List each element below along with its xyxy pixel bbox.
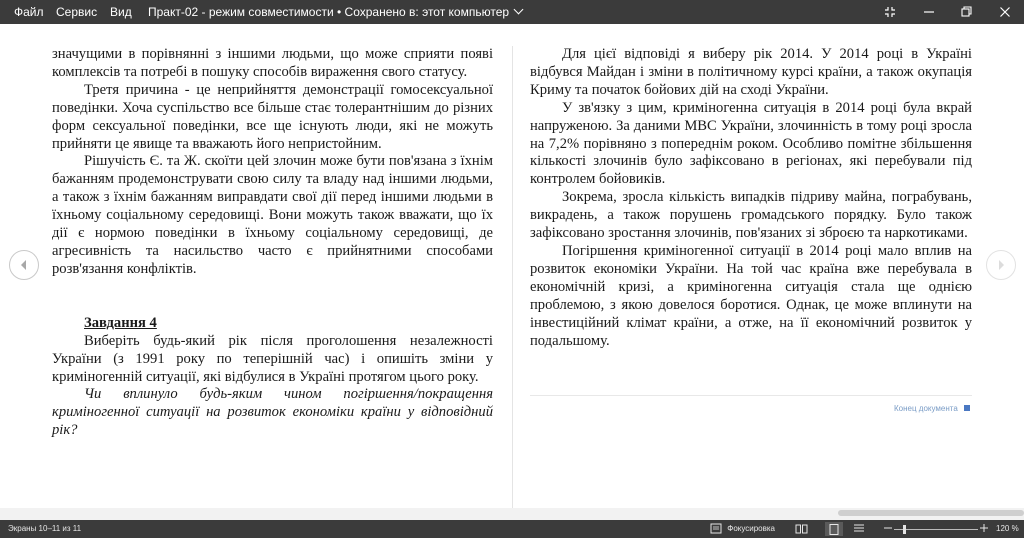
next-page-button[interactable] [986, 250, 1016, 280]
close-icon [999, 6, 1011, 18]
paragraph: Зокрема, зросла кількість випадків підриву майна, пограбувань, викрадень, а також порушень громадського порядку. Було також зафіксовано зростання злочинів, пов'язаних зі зброєю та наркотиками. [530, 189, 972, 242]
paragraph: Для цієї відповіді я виберу рік 2014. У 2014 році в Україні відбувся Майдан і зміни в політичному курсі країни, а також окупація Криму та початок бойових дій на сході України. [530, 46, 972, 98]
paragraph: Третя причина - це неприйняття демонстрації гомосексуальної поведінки. Хоча суспільство все більше стає толерантнішим до різних форм сексуальної поведінки, все ще існують люди, які не можуть прийняти це явище та вважають його непристойним. [52, 81, 493, 152]
minimize-button[interactable] [914, 0, 944, 24]
exit-fullscreen-icon [884, 6, 896, 18]
scrollbar-thumb[interactable] [838, 510, 1024, 516]
page-icon [829, 524, 839, 535]
end-of-document-label: Конец документа [894, 404, 958, 413]
chevron-down-icon [514, 5, 524, 15]
right-page [530, 46, 972, 520]
restore-icon [960, 6, 972, 18]
paragraph: У зв'язку з цим, криміногенна ситуація в 2014 році була вкрай напруженою. За даними МВС України, злочинність в тому році зросла на 7,2% порівняно з попереднім роком. Особливо помітне збільшення кількості злочинів було зафіксовано в регіонах, які перебували під контролем бойовиків. [530, 99, 972, 188]
menu-view[interactable]: Вид [110, 5, 132, 19]
focus-icon [710, 523, 722, 534]
spacer [52, 279, 493, 315]
paragraph: Чи вплинуло будь-яким чином погіршення/покращення криміногенної ситуації на розвиток економіки країни у відповідний рік? [52, 386, 493, 439]
read-mode-button[interactable] [795, 523, 808, 536]
focus-mode-button[interactable] [710, 523, 775, 534]
minus-icon [884, 523, 892, 533]
page-counter: Экраны 10–11 из 11 [8, 524, 82, 533]
left-page [52, 46, 493, 520]
web-layout-icon [853, 523, 865, 534]
previous-page-button[interactable] [9, 250, 39, 280]
exit-fullscreen-button[interactable] [875, 0, 905, 24]
end-of-document-line [530, 395, 972, 396]
arrow-right-icon [995, 259, 1007, 271]
status-bar [0, 520, 1024, 538]
menu-service[interactable]: Сервис [56, 5, 98, 19]
zoom-slider-handle[interactable] [903, 525, 906, 534]
page-divider [512, 46, 513, 522]
restore-button[interactable] [951, 0, 981, 24]
zoom-level[interactable]: 120 % [996, 524, 1019, 533]
arrow-left-icon [18, 259, 30, 271]
minimize-icon [923, 6, 935, 18]
title-bar [0, 0, 1024, 24]
paragraph: Погіршення криміногенної ситуації в 2014 році мало вплив на розвиток економіки України. На той час країна вже перебувала в економічній кризі, а криміногенна ситуація стала ще однією проблемою, з якою довелося боротися. Однак, це може вплинути на інвестиційний клімат країни, а отже, на її економічний розвиток у подальшому. [530, 242, 972, 349]
paragraph: значущими в порівнянні з іншими людьми, що може сприяти появі комплексів та потребі в пошуку способів вираження свого статусу. [52, 46, 493, 80]
task-heading-line [52, 315, 493, 333]
zoom-out-button[interactable] [884, 523, 892, 535]
paragraph: Виберіть будь-який рік після проголошення незалежності України (з 1991 року по теперішній час) і опишіть зміни у криміногенній ситуації, які відбулися в Україні протягом цього року. [52, 332, 493, 385]
document-title[interactable] [148, 5, 522, 19]
paragraph: Рішучість Є. та Ж. скоїти цей злочин може бути пов'язана з їхнім бажанням продемонструвати свою силу та владу над іншими людьми, а також з їхнім бажанням виправдати свої дії перед іншими людьми в їхньому соціальному середовищі. Вони можуть також вважати, що їх дії є нормою поведінки в їхньому соціальному середовищі, де агресивність та насильство часто є прийнятними способами розв'язання конфліктів. [52, 153, 493, 277]
task-heading: Завдання 4 [84, 314, 157, 331]
document-title-text: Практ-02 - режим совместимости • Сохранено в: этот компьютер [148, 5, 510, 19]
focus-label: Фокусировка [727, 524, 776, 533]
web-layout-button[interactable] [853, 523, 865, 536]
zoom-in-button[interactable] [980, 523, 988, 535]
close-button[interactable] [990, 0, 1020, 24]
print-layout-button[interactable] [825, 522, 843, 536]
reading-area [0, 24, 1024, 520]
end-square-icon [964, 405, 970, 411]
plus-icon [980, 523, 988, 533]
book-icon [795, 523, 808, 534]
zoom-slider[interactable] [894, 529, 978, 530]
menu-file[interactable]: Файл [14, 5, 44, 19]
end-of-document-marker [894, 404, 970, 413]
